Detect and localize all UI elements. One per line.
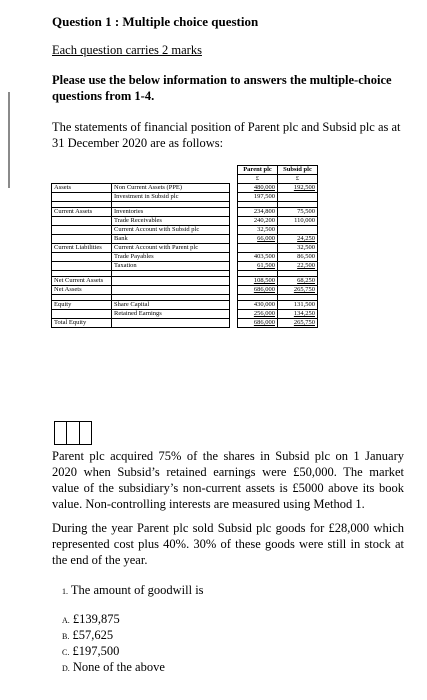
question-number: 1.: [62, 587, 68, 596]
table-row: [52, 226, 318, 235]
row-item: Trade Receivables: [112, 217, 230, 226]
row-item: Current Account with Parent plc: [112, 244, 230, 253]
row-subsid-value: 68,250: [278, 277, 318, 286]
row-parent-value: 686,000: [238, 319, 278, 328]
row-subsid-value: 131,500: [278, 301, 318, 310]
row-parent-value: 403,500: [238, 253, 278, 262]
row-subsid-value: 192,500: [278, 184, 318, 193]
table-row: [52, 319, 318, 328]
option-letter: C.: [62, 648, 70, 657]
row-subsid-value: 24,250: [278, 235, 318, 244]
row-category: Total Equity: [52, 319, 112, 328]
row-category: [52, 193, 112, 202]
row-parent-value: 240,200: [238, 217, 278, 226]
row-parent-value: 430,000: [238, 301, 278, 310]
scroll-indicator: [8, 92, 10, 188]
row-parent-value: 234,800: [238, 208, 278, 217]
row-item: Trade Payables: [112, 253, 230, 262]
option-b[interactable]: [62, 628, 113, 643]
question-heading: Question 1 : Multiple choice question: [52, 14, 259, 29]
row-category: [52, 217, 112, 226]
option-letter: A.: [62, 616, 70, 625]
table-row: [52, 301, 318, 310]
row-category: Equity: [52, 301, 112, 310]
question-text: The amount of goodwill is: [70, 583, 204, 597]
statement-intro: The statements of financial position of Parent plc and Subsid plc as at 31 December 2020 are as follows:: [52, 120, 401, 150]
row-item: Non Current Assets (PPE): [112, 184, 230, 193]
option-d[interactable]: [62, 660, 165, 675]
row-item: [112, 319, 230, 328]
table-row: [52, 193, 318, 202]
marks-subheading: Each question carries 2 marks: [52, 43, 202, 57]
row-parent-value: 32,500: [238, 226, 278, 235]
row-subsid-value: 134,250: [278, 310, 318, 319]
question-1: [62, 583, 204, 598]
row-category: Net Current Assets: [52, 277, 112, 286]
row-category: Current Liabilities: [52, 244, 112, 253]
option-text: £139,875: [72, 612, 120, 626]
table-row: [52, 262, 318, 271]
row-item: Share Capital: [112, 301, 230, 310]
table-icon: [54, 421, 92, 445]
row-item: Bank: [112, 235, 230, 244]
row-item: Taxation: [112, 262, 230, 271]
row-item: Investment in Subsid plc: [112, 193, 230, 202]
option-c[interactable]: [62, 644, 119, 659]
row-parent-value: 108,500: [238, 277, 278, 286]
row-category: [52, 253, 112, 262]
option-a[interactable]: [62, 612, 120, 627]
row-parent-value: 66,000: [238, 235, 278, 244]
option-text: None of the above: [72, 660, 165, 674]
row-item: Retained Earnings: [112, 310, 230, 319]
table-row: [52, 244, 318, 253]
table-row: [52, 217, 318, 226]
option-letter: D.: [62, 664, 70, 673]
row-subsid-value: 265,750: [278, 286, 318, 295]
row-subsid-value: 32,500: [278, 244, 318, 253]
row-item: Inventories: [112, 208, 230, 217]
header-subsid: Subsid plc: [278, 166, 318, 175]
row-category: [52, 226, 112, 235]
currency-parent: £: [238, 175, 278, 184]
row-subsid-value: 75,500: [278, 208, 318, 217]
table-row: [52, 208, 318, 217]
table-row: [52, 310, 318, 319]
row-category: Net Assets: [52, 286, 112, 295]
intragroup-sale-paragraph: During the year Parent plc sold Subsid plc goods for £28,000 which represented cost plus 40%. 30% of these goods were still in stock at the end of the year.: [52, 521, 404, 567]
row-subsid-value: 86,500: [278, 253, 318, 262]
row-item: Current Account with Subsid plc: [112, 226, 230, 235]
table-row: [52, 286, 318, 295]
row-subsid-value: [278, 226, 318, 235]
acquisition-paragraph: Parent plc acquired 75% of the shares in Subsid plc on 1 January 2020 when Subsid’s retained earnings were £50,000. The market value of the subsidiary’s non-current assets is £5000 above its book value. Non-controlling interests are measured using Method 1.: [52, 449, 404, 511]
row-category: Assets: [52, 184, 112, 193]
row-parent-value: 197,500: [238, 193, 278, 202]
currency-subsid: £: [278, 175, 318, 184]
table-row: [52, 235, 318, 244]
row-parent-value: 686,000: [238, 286, 278, 295]
financial-position-table: [51, 165, 318, 328]
row-parent-value: 480,000: [238, 184, 278, 193]
option-text: £197,500: [72, 644, 120, 658]
instruction-text: Please use the below information to answers the multiple-choice questions from 1-4.: [52, 73, 392, 103]
row-parent-value: 256,000: [238, 310, 278, 319]
row-subsid-value: 22,500: [278, 262, 318, 271]
row-category: [52, 310, 112, 319]
row-category: [52, 235, 112, 244]
row-item: [112, 286, 230, 295]
row-subsid-value: 110,000: [278, 217, 318, 226]
row-item: [112, 277, 230, 286]
header-parent: Parent plc: [238, 166, 278, 175]
row-subsid-value: [278, 193, 318, 202]
row-subsid-value: 265,750: [278, 319, 318, 328]
option-text: £57,625: [72, 628, 114, 642]
option-letter: B.: [62, 632, 70, 641]
table-row: [52, 184, 318, 193]
row-category: [52, 262, 112, 271]
row-parent-value: [238, 244, 278, 253]
table-row: [52, 253, 318, 262]
table-row: [52, 277, 318, 286]
row-parent-value: 61,500: [238, 262, 278, 271]
row-category: Current Assets: [52, 208, 112, 217]
